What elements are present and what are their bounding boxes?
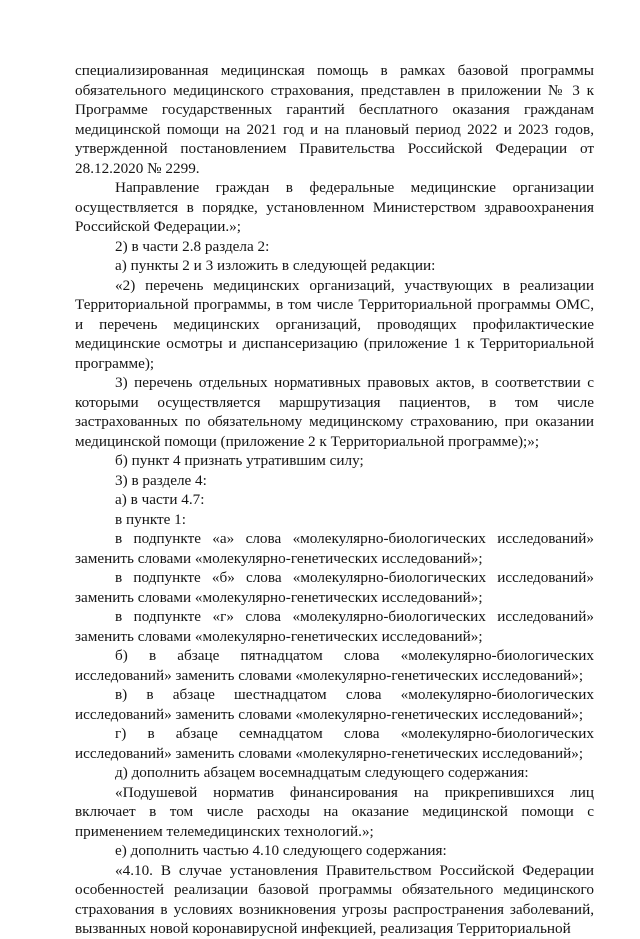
document-page (75, 61, 594, 939)
paragraph-18: «Подушевой норматив финансирования на прикрепившихся лиц включает в том числе расходы на оказание медицинской помощи с применением телемедицинских технологий.»; (75, 783, 594, 840)
paragraph-16: г) в абзаце семнадцатом слова «молекулярно-биологических исследований» заменить словами «молекулярно-генетических исследований»; (75, 725, 594, 762)
paragraph-20: «4.10. В случае установления Правительством Российской Федерации особенностей реализации базовой программы обязательного медицинского страхования в условиях возникновения угрозы распространения заболеваний, вызванных новой коронавирусной инфекцией, реализация Территориальной (75, 861, 594, 937)
paragraph-3: 2) в части 2.8 раздела 2: (115, 237, 270, 255)
paragraph-19: е) дополнить частью 4.10 следующего содержания: (115, 842, 447, 859)
paragraph-13: в подпункте «г» слова «молекулярно-биологических исследований» заменить словами «молекулярно-генетических исследований»; (75, 608, 594, 645)
paragraph-1: специализированная медицинская помощь в рамках базовой программы обязательного медицинского страхования, представлен в приложении № 3 к Программе государственных гарантий бесплатного оказания гражданам медицинской помощи на 2021 год и на плановый период 2022 и 2023 годов, утвержденной постановлением Правительства Российской Федерации от 28.12.2020 № 2299. (75, 62, 594, 177)
paragraph-17: д) дополнить абзацем восемнадцатым следующего содержания: (115, 764, 529, 781)
paragraph-2: Направление граждан в федеральные медицинские организации осуществляется в порядке, установленном Министерством здравоохранения Российской Федерации.»; (75, 179, 594, 235)
paragraph-7: б) пункт 4 признать утратившим силу; (115, 452, 364, 469)
paragraph-6: 3) перечень отдельных нормативных правовых актов, в соответствии с которыми осуществляется маршрутизация пациентов, в том числе застрахованных по обязательному медицинскому страхованию, при оказании медицинской помощи (приложение 2 к Территориальной программе);»; (75, 374, 594, 450)
paragraph-9: а) в части 4.7: (115, 491, 205, 508)
paragraph-11: в подпункте «а» слова «молекулярно-биологических исследований» заменить словами «молекулярно-генетических исследований»; (75, 530, 594, 567)
paragraph-5: «2) перечень медицинских организаций, участвующих в реализации Территориальной программы, в том числе Территориальной программы ОМС, и перечень медицинских организаций, проводящих профилактические медицинские осмотры и диспансеризацию (приложение 1 к Территориальной программе); (75, 276, 594, 372)
paragraph-8: 3) в разделе 4: (115, 471, 207, 489)
paragraph-10: в пункте 1: (115, 510, 186, 528)
paragraph-14: б) в абзаце пятнадцатом слова «молекулярно-биологических исследований» заменить словами «молекулярно-генетических исследований»; (75, 647, 594, 684)
paragraph-15: в) в абзаце шестнадцатом слова «молекулярно-биологических исследований» заменить словами «молекулярно-генетических исследований»; (75, 686, 594, 723)
paragraph-4: а) пункты 2 и 3 изложить в следующей редакции: (115, 257, 436, 274)
paragraph-12: в подпункте «б» слова «молекулярно-биологических исследований» заменить словами «молекулярно-генетических исследований»; (75, 569, 594, 606)
